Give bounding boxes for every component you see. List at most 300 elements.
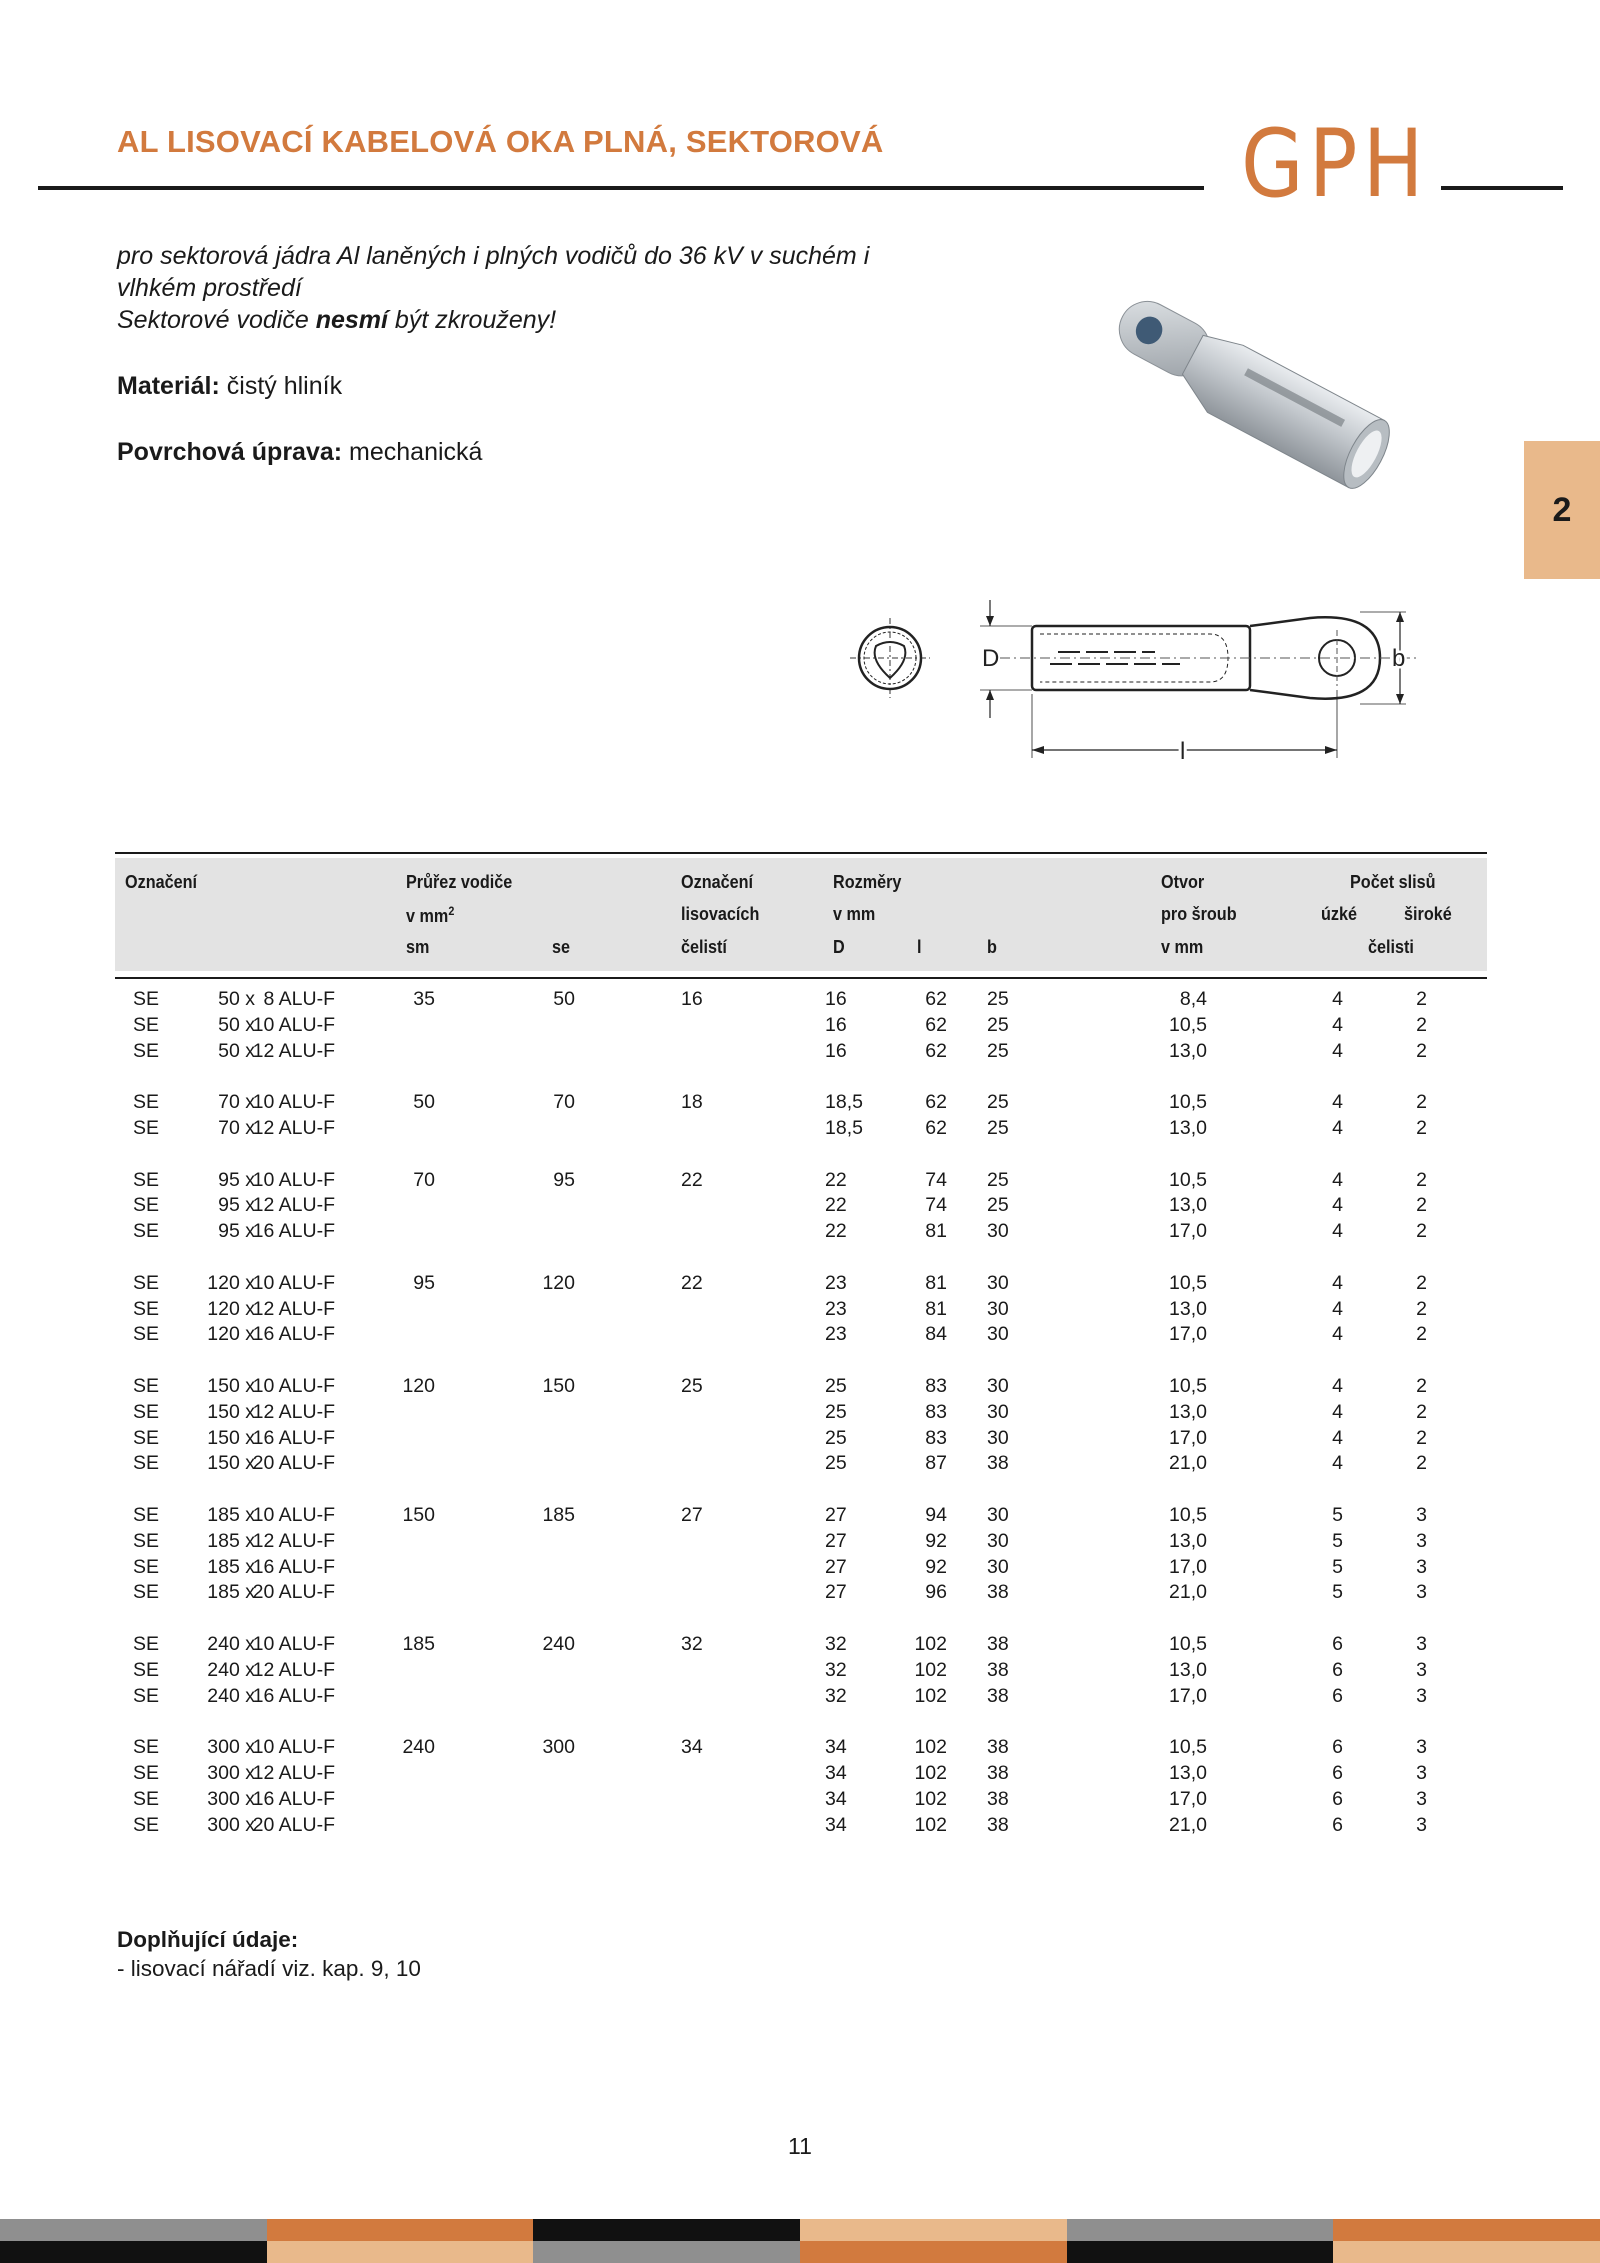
cell-pre: SE [133,1426,160,1449]
cell-suf: 10 ALU-F [252,1632,335,1655]
cell-l: 94 [925,1503,947,1526]
cell-D: 25 [825,1426,847,1449]
cell-sm: 240 [402,1736,435,1759]
cell-bolt: 21,0 [1169,1581,1207,1604]
cell-jaw: 32 [681,1632,703,1655]
cell-n: 6 [1332,1658,1343,1681]
cell-l: 74 [925,1194,947,1217]
row-group-spacer [115,1478,1487,1504]
cell-b: 30 [987,1297,1009,1320]
cell-n: 4 [1332,1039,1343,1062]
cell-w: 2 [1416,1374,1427,1397]
cell-pre: SE [133,1684,160,1707]
warning-text-post: být zkrouženy! [387,306,557,334]
cell-suf: 8 ALU-F [263,988,335,1010]
cell-w: 2 [1416,1220,1427,1243]
header-b: b [987,937,997,957]
surface-line [117,436,897,468]
table-row [115,1581,1487,1607]
cell-suf: 20 ALU-F [252,1581,335,1604]
cell-D: 25 [825,1374,847,1397]
cell-sm: 35 [413,988,435,1010]
warning-line [117,304,897,336]
cross-section-view [850,618,930,698]
cell-b: 25 [987,988,1009,1010]
cell-bolt: 17,0 [1169,1220,1207,1243]
table-row [115,1375,1487,1401]
cell-w: 3 [1416,1503,1427,1526]
header-sm: sm [406,937,430,957]
cell-bolt: 17,0 [1169,1787,1207,1810]
cell-bolt: 10,5 [1169,1632,1207,1655]
cell-jaw: 34 [681,1736,703,1759]
cell-l: 62 [925,988,947,1010]
product-photo [1060,280,1430,510]
table-row [115,1530,1487,1556]
cell-D: 32 [825,1632,847,1655]
cell-size: 150 x [207,1400,255,1423]
cell-bolt: 10,5 [1169,1013,1207,1036]
cell-l: 92 [925,1555,947,1578]
cell-b: 30 [987,1323,1009,1346]
cell-D: 22 [825,1194,847,1217]
table-row [115,1220,1487,1246]
cell-size: 300 x [207,1787,255,1810]
cell-b: 25 [987,1168,1009,1191]
cell-w: 2 [1416,1116,1427,1139]
cell-suf: 16 ALU-F [252,1787,335,1810]
cell-pre: SE [133,1271,160,1294]
cell-bolt: 13,0 [1169,1529,1207,1552]
cell-suf: 10 ALU-F [252,1091,335,1114]
cell-D: 34 [825,1761,847,1784]
row-group-spacer [115,1349,1487,1375]
cell-n: 6 [1332,1736,1343,1759]
cell-w: 3 [1416,1632,1427,1655]
table-row [115,988,1487,1014]
cell-b: 30 [987,1400,1009,1423]
cell-D: 23 [825,1297,847,1320]
cell-pre: SE [133,1116,160,1139]
header-prurez-unit: v mm [406,906,449,926]
cell-D: 16 [825,988,847,1010]
cell-bolt: 10,5 [1169,1503,1207,1526]
cell-b: 30 [987,1555,1009,1578]
table-row [115,1556,1487,1582]
cell-b: 25 [987,1091,1009,1114]
cell-b: 38 [987,1813,1009,1836]
cell-n: 4 [1332,1374,1343,1397]
cell-b: 30 [987,1426,1009,1449]
cell-D: 23 [825,1323,847,1346]
cell-size: 300 x [207,1761,255,1784]
cell-l: 62 [925,1013,947,1036]
cell-pre: SE [133,1400,160,1423]
footer-bar-segment [267,2241,534,2263]
cell-D: 23 [825,1271,847,1294]
surface-label: Povrchová úprava: [117,438,343,466]
cell-suf: 12 ALU-F [252,1761,335,1784]
cell-bolt: 13,0 [1169,1194,1207,1217]
cell-D: 27 [825,1581,847,1604]
cell-l: 102 [914,1736,947,1759]
cell-pre: SE [133,1503,160,1526]
footer-bar-segment [533,2219,800,2241]
header-prurez-sup: 2 [448,904,455,918]
cell-size: 70 x [218,1091,255,1114]
cell-size: 150 x [207,1426,255,1449]
cell-w: 3 [1416,1813,1427,1836]
cell-w: 3 [1416,1581,1427,1604]
cell-suf: 16 ALU-F [252,1323,335,1346]
cell-size: 120 x [207,1323,255,1346]
supplementary-info [117,1925,421,1983]
cell-se: 70 [553,1091,575,1114]
cell-l: 62 [925,1039,947,1062]
header-celisti-1: Označení [681,872,754,892]
cell-jaw: 18 [681,1091,703,1114]
header-slisu-3: čelisti [1368,937,1414,957]
cell-pre: SE [133,988,160,1010]
cell-suf: 12 ALU-F [252,1658,335,1681]
cell-w: 3 [1416,1658,1427,1681]
cell-D: 27 [825,1555,847,1578]
cell-l: 81 [925,1220,947,1243]
material-value: čistý hliník [219,372,343,400]
cell-suf: 12 ALU-F [252,1297,335,1320]
footer-bar-segment [0,2241,267,2263]
cell-w: 3 [1416,1761,1427,1784]
cell-n: 4 [1332,1297,1343,1320]
cell-bolt: 10,5 [1169,1374,1207,1397]
cell-D: 27 [825,1529,847,1552]
side-view [980,600,1420,765]
header-otvor-3: v mm [1161,937,1204,957]
cell-bolt: 17,0 [1169,1684,1207,1707]
cell-suf: 20 ALU-F [252,1813,335,1836]
surface-value: mechanická [342,438,483,466]
material-line [117,370,897,402]
header-celisti-3: čelistí [681,937,727,957]
cell-n: 4 [1332,1271,1343,1294]
cell-bolt: 13,0 [1169,1658,1207,1681]
cell-l: 102 [914,1658,947,1681]
cell-pre: SE [133,1581,160,1604]
cell-n: 4 [1332,1168,1343,1191]
cell-pre: SE [133,1039,160,1062]
cell-n: 5 [1332,1581,1343,1604]
cell-jaw: 22 [681,1168,703,1191]
cell-size: 50 x [218,1013,255,1036]
cell-l: 102 [914,1813,947,1836]
cell-bolt: 13,0 [1169,1400,1207,1423]
cell-pre: SE [133,1091,160,1114]
cell-l: 102 [914,1632,947,1655]
cell-suf: 10 ALU-F [252,1374,335,1397]
supplementary-line: - lisovací nářadí viz. kap. 9, 10 [117,1956,421,1981]
table-row [115,1633,1487,1659]
cell-D: 25 [825,1452,847,1475]
cell-bolt: 10,5 [1169,1091,1207,1114]
cell-D: 34 [825,1736,847,1759]
cell-pre: SE [133,1736,160,1759]
cell-suf: 10 ALU-F [252,1736,335,1759]
cell-l: 83 [925,1400,947,1423]
cell-size: 150 x [207,1452,255,1475]
cell-n: 6 [1332,1684,1343,1707]
cell-b: 25 [987,1194,1009,1217]
cell-n: 4 [1332,1013,1343,1036]
cell-b: 38 [987,1581,1009,1604]
table-row [115,1169,1487,1195]
product-description [117,240,897,468]
cell-jaw: 22 [681,1271,703,1294]
cell-size: 50 x [218,988,255,1010]
cell-n: 4 [1332,1194,1343,1217]
cell-b: 25 [987,1039,1009,1062]
page-title: AL LISOVACÍ KABELOVÁ OKA PLNÁ, SEKTOROVÁ [117,124,884,159]
table-row [115,1762,1487,1788]
cell-suf: 12 ALU-F [252,1116,335,1139]
cell-suf: 16 ALU-F [252,1684,335,1707]
cell-size: 300 x [207,1813,255,1836]
cell-n: 4 [1332,1452,1343,1475]
cell-suf: 10 ALU-F [252,1168,335,1191]
cell-w: 3 [1416,1736,1427,1759]
cell-w: 3 [1416,1529,1427,1552]
cell-pre: SE [133,1194,160,1217]
header-rule-left [38,186,1204,190]
cell-pre: SE [133,1761,160,1784]
dimension-label-D: D [982,645,1000,672]
cell-b: 38 [987,1632,1009,1655]
cell-pre: SE [133,1555,160,1578]
cell-w: 2 [1416,1323,1427,1346]
cell-pre: SE [133,1374,160,1397]
footer-bar-segment [1067,2219,1334,2241]
warning-text-pre: Sektorové vodiče [117,306,316,334]
cell-se: 300 [542,1736,575,1759]
cell-b: 25 [987,1116,1009,1139]
cell-size: 70 x [218,1116,255,1139]
cell-l: 83 [925,1374,947,1397]
cell-w: 2 [1416,1091,1427,1114]
cell-l: 81 [925,1271,947,1294]
cell-se: 50 [553,988,575,1010]
table-top-rule [115,852,1487,854]
cell-D: 16 [825,1013,847,1036]
cell-bolt: 17,0 [1169,1323,1207,1346]
cell-D: 16 [825,1039,847,1062]
cell-n: 6 [1332,1813,1343,1836]
cell-bolt: 10,5 [1169,1168,1207,1191]
cell-l: 102 [914,1787,947,1810]
cell-pre: SE [133,1813,160,1836]
table-row [115,1323,1487,1349]
cell-suf: 16 ALU-F [252,1426,335,1449]
cell-size: 300 x [207,1736,255,1759]
header-siroke: široké [1404,904,1452,924]
footer-bar-segment [800,2241,1067,2263]
table-row [115,1040,1487,1066]
cell-se: 185 [542,1503,575,1526]
header-oznaceni: Označení [125,872,198,892]
cell-b: 38 [987,1658,1009,1681]
description-line-2: vlhkém prostředí [117,274,302,302]
cell-n: 6 [1332,1761,1343,1784]
cell-pre: SE [133,1632,160,1655]
footer-bar-bottom [0,2241,1600,2263]
cell-n: 4 [1332,1220,1343,1243]
brand-logo: GPH [1241,110,1429,219]
cell-suf: 10 ALU-F [252,1013,335,1036]
cell-se: 150 [542,1374,575,1397]
cell-n: 6 [1332,1632,1343,1655]
footer-bar-segment [800,2219,1067,2241]
cell-w: 3 [1416,1684,1427,1707]
chapter-tab [1524,441,1600,579]
table-row [115,1014,1487,1040]
cell-l: 102 [914,1761,947,1784]
cell-l: 83 [925,1426,947,1449]
warning-text-bold: nesmí [315,306,388,334]
cell-bolt: 21,0 [1169,1813,1207,1836]
cell-n: 5 [1332,1555,1343,1578]
cell-D: 32 [825,1658,847,1681]
table-row [115,1452,1487,1478]
cell-pre: SE [133,1013,160,1036]
cell-b: 38 [987,1684,1009,1707]
cell-bolt: 13,0 [1169,1297,1207,1320]
cell-n: 5 [1332,1529,1343,1552]
cell-n: 4 [1332,988,1343,1010]
dimension-label-l: l [1180,738,1186,765]
cell-l: 81 [925,1297,947,1320]
cell-suf: 12 ALU-F [252,1194,335,1217]
cell-b: 38 [987,1787,1009,1810]
cell-n: 4 [1332,1400,1343,1423]
cell-b: 30 [987,1271,1009,1294]
cell-w: 2 [1416,1271,1427,1294]
table-row [115,1272,1487,1298]
cell-sm: 120 [402,1374,435,1397]
table-header-bottom-rule [115,977,1487,979]
cell-size: 120 x [207,1297,255,1320]
table-row [115,1091,1487,1117]
cell-w: 2 [1416,1013,1427,1036]
cell-b: 30 [987,1220,1009,1243]
cell-pre: SE [133,1452,160,1475]
cell-n: 4 [1332,1091,1343,1114]
cell-l: 62 [925,1091,947,1114]
header-rozmery-1: Rozměry [833,872,902,892]
header-prurez-2 [406,904,454,927]
cell-w: 3 [1416,1555,1427,1578]
cell-D: 22 [825,1220,847,1243]
cell-se: 95 [553,1168,575,1191]
cell-suf: 12 ALU-F [252,1400,335,1423]
footer-bar-segment [533,2241,800,2263]
cell-bolt: 13,0 [1169,1761,1207,1784]
footer-bar-segment [267,2219,534,2241]
cell-pre: SE [133,1787,160,1810]
cell-jaw: 27 [681,1503,703,1526]
cell-b: 38 [987,1736,1009,1759]
cell-size: 150 x [207,1374,255,1397]
cell-b: 30 [987,1503,1009,1526]
cell-suf: 10 ALU-F [252,1503,335,1526]
table-row [115,1736,1487,1762]
cell-jaw: 25 [681,1374,703,1397]
cell-se: 120 [542,1271,575,1294]
table-row [115,1504,1487,1530]
cell-pre: SE [133,1658,160,1681]
cell-w: 2 [1416,1400,1427,1423]
cell-size: 240 x [207,1632,255,1655]
cell-suf: 20 ALU-F [252,1452,335,1475]
row-group-spacer [115,1607,1487,1633]
cell-pre: SE [133,1323,160,1346]
header-otvor-2: pro šroub [1161,904,1237,924]
header-l: l [917,937,922,957]
cell-sm: 95 [413,1271,435,1294]
cell-size: 185 x [207,1555,255,1578]
cell-size: 50 x [218,1039,255,1062]
cell-l: 84 [925,1323,947,1346]
header-rule-right [1441,186,1563,190]
cell-w: 2 [1416,1297,1427,1320]
cell-D: 22 [825,1168,847,1191]
cell-w: 3 [1416,1787,1427,1810]
cell-sm: 150 [402,1503,435,1526]
cell-size: 185 x [207,1503,255,1526]
cell-w: 2 [1416,1194,1427,1217]
cell-w: 2 [1416,1426,1427,1449]
cell-w: 2 [1416,1452,1427,1475]
cell-b: 38 [987,1452,1009,1475]
cell-l: 62 [925,1116,947,1139]
footer-bar-top [0,2219,1600,2241]
cell-size: 240 x [207,1658,255,1681]
cell-sm: 70 [413,1168,435,1191]
cell-n: 6 [1332,1787,1343,1810]
cell-n: 4 [1332,1426,1343,1449]
table-row [115,1788,1487,1814]
table-body [115,988,1487,1839]
table-row [115,1685,1487,1711]
cell-bolt: 17,0 [1169,1426,1207,1449]
header-D: D [833,937,845,957]
cell-sm: 185 [402,1632,435,1655]
cell-l: 96 [925,1581,947,1604]
cell-pre: SE [133,1297,160,1320]
table-row [115,1194,1487,1220]
cell-D: 34 [825,1813,847,1836]
cell-bolt: 8,4 [1179,988,1207,1010]
cell-l: 87 [925,1452,947,1475]
cell-bolt: 17,0 [1169,1555,1207,1578]
cell-pre: SE [133,1220,160,1243]
cell-se: 240 [542,1632,575,1655]
cell-size: 95 x [218,1194,255,1217]
cell-n: 4 [1332,1116,1343,1139]
cell-bolt: 13,0 [1169,1039,1207,1062]
table-row [115,1814,1487,1840]
cell-size: 120 x [207,1271,255,1294]
cell-n: 5 [1332,1503,1343,1526]
cell-pre: SE [133,1529,160,1552]
cell-b: 25 [987,1013,1009,1036]
